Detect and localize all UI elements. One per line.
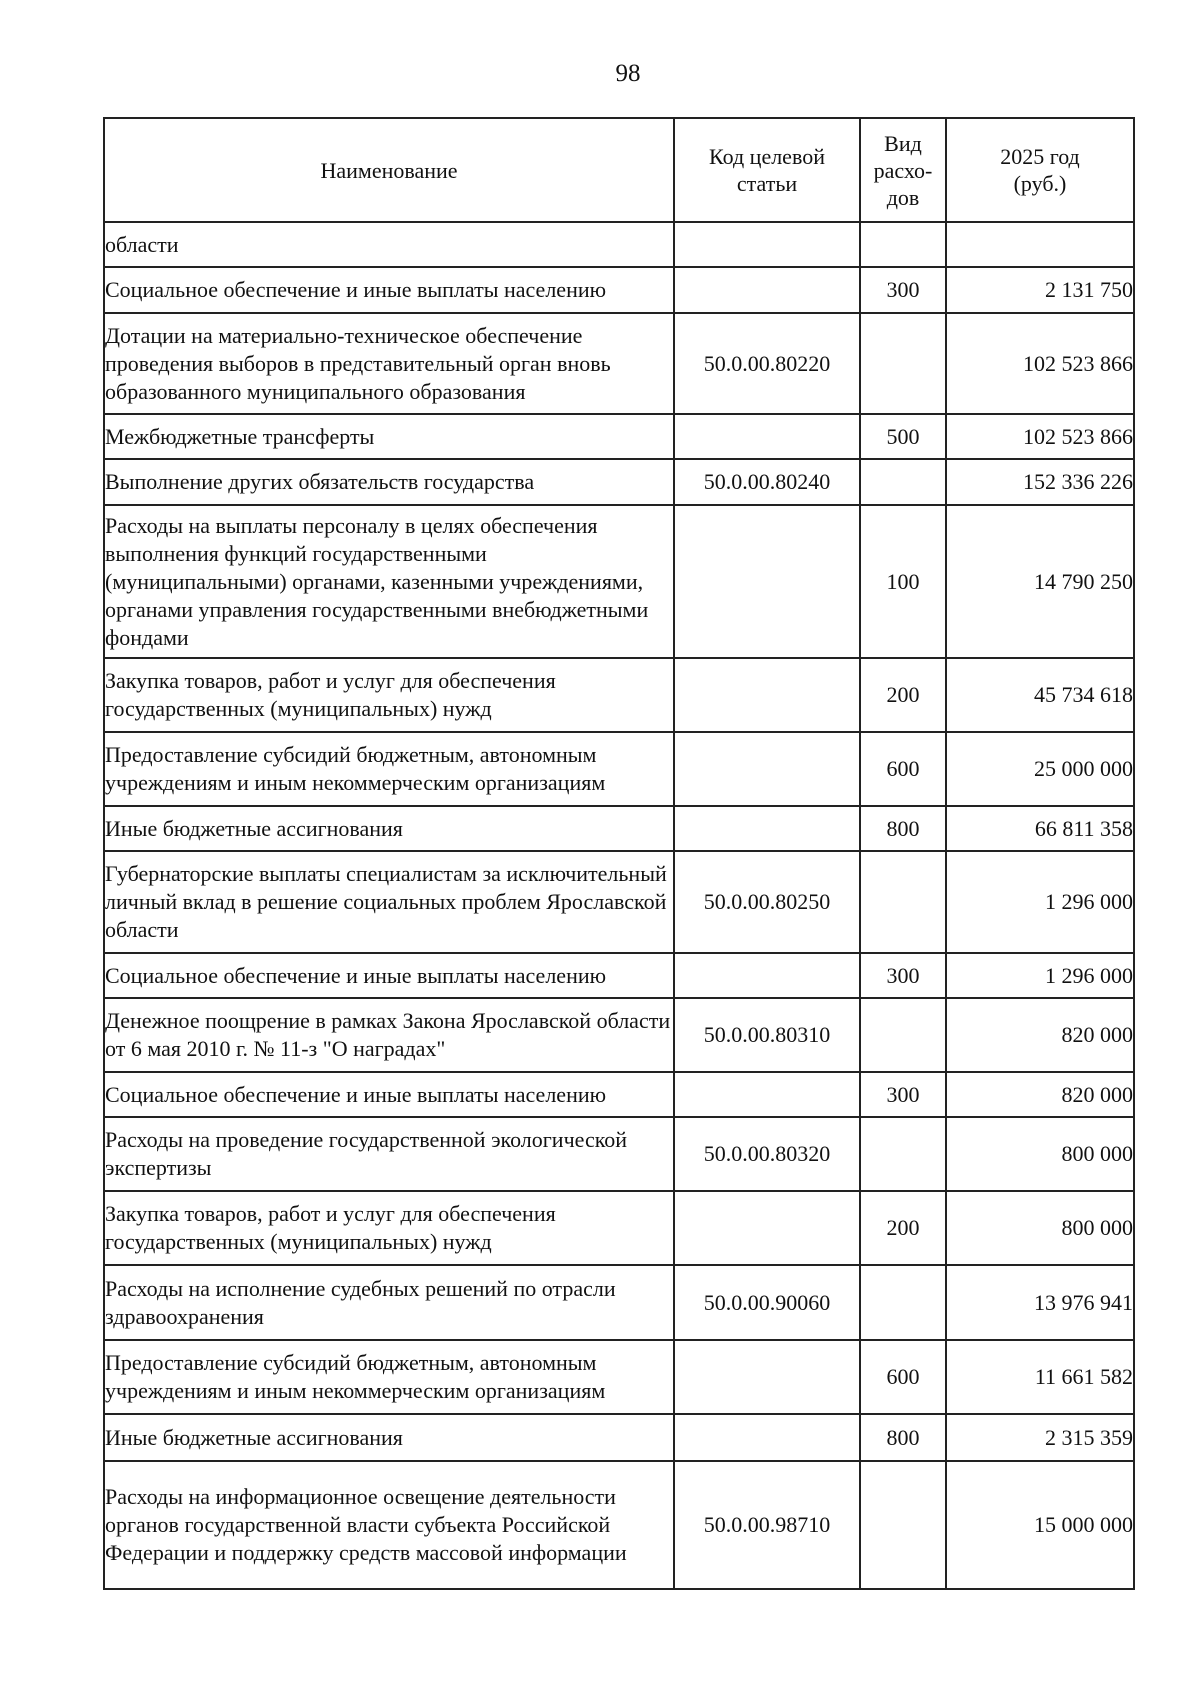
cell-sum: 11 661 582: [946, 1340, 1134, 1414]
cell-type: [860, 459, 946, 505]
cell-type: 500: [860, 414, 946, 459]
cell-code: [674, 732, 860, 806]
cell-name: Социальное обеспечение и иные выплаты населению: [104, 267, 674, 313]
cell-name: Межбюджетные трансферты: [104, 414, 674, 459]
budget-table: [103, 117, 1135, 1590]
table-row: [104, 1191, 1134, 1265]
cell-code: 50.0.00.80220: [674, 313, 860, 414]
cell-type: 600: [860, 732, 946, 806]
cell-type: 300: [860, 267, 946, 313]
cell-type: [860, 222, 946, 267]
cell-name: Социальное обеспечение и иные выплаты населению: [104, 1072, 674, 1117]
table-row: [104, 1461, 1134, 1589]
header-code: Код целевой статьи: [674, 118, 860, 222]
cell-sum: 2 315 359: [946, 1414, 1134, 1461]
table-row: [104, 222, 1134, 267]
table-row: [104, 505, 1134, 658]
table-row: [104, 806, 1134, 851]
cell-sum: [946, 222, 1134, 267]
cell-name: Дотации на материально-техническое обеспечение проведения выборов в представительный орган вновь образованного муниципального образования: [104, 313, 674, 414]
cell-type: 800: [860, 806, 946, 851]
table-row: [104, 1414, 1134, 1461]
cell-name: Социальное обеспечение и иные выплаты населению: [104, 953, 674, 998]
cell-sum: 13 976 941: [946, 1265, 1134, 1340]
cell-sum: 66 811 358: [946, 806, 1134, 851]
cell-name: Иные бюджетные ассигнования: [104, 806, 674, 851]
cell-code: [674, 953, 860, 998]
cell-name: Губернаторские выплаты специалистам за исключительный личный вклад в решение социальных проблем Ярославской области: [104, 851, 674, 953]
cell-name: Иные бюджетные ассигнования: [104, 1414, 674, 1461]
cell-code: 50.0.00.80250: [674, 851, 860, 953]
cell-type: 600: [860, 1340, 946, 1414]
cell-sum: 102 523 866: [946, 313, 1134, 414]
table-row: [104, 267, 1134, 313]
cell-code: 50.0.00.90060: [674, 1265, 860, 1340]
cell-name: Расходы на проведение государственной экологической экспертизы: [104, 1117, 674, 1191]
cell-sum: 102 523 866: [946, 414, 1134, 459]
cell-type: 300: [860, 953, 946, 998]
cell-type: [860, 1265, 946, 1340]
cell-code: [674, 806, 860, 851]
cell-name: области: [104, 222, 674, 267]
cell-name: Расходы на информационное освещение деятельности органов государственной власти субъекта Российской Федерации и поддержку средств массовой информации: [104, 1461, 674, 1589]
cell-sum: 800 000: [946, 1191, 1134, 1265]
cell-name: Закупка товаров, работ и услуг для обеспечения государственных (муниципальных) нужд: [104, 658, 674, 732]
cell-name: Выполнение других обязательств государства: [104, 459, 674, 505]
cell-code: [674, 1072, 860, 1117]
cell-code: 50.0.00.80320: [674, 1117, 860, 1191]
cell-code: [674, 222, 860, 267]
table-row: [104, 313, 1134, 414]
cell-type: 100: [860, 505, 946, 658]
cell-name: Расходы на исполнение судебных решений по отрасли здравоохранения: [104, 1265, 674, 1340]
cell-sum: 1 296 000: [946, 851, 1134, 953]
table-row: [104, 1117, 1134, 1191]
cell-name: Предоставление субсидий бюджетным, автономным учреждениям и иным некоммерческим организациям: [104, 732, 674, 806]
cell-type: 300: [860, 1072, 946, 1117]
cell-type: [860, 851, 946, 953]
cell-code: [674, 414, 860, 459]
table-row: [104, 459, 1134, 505]
cell-sum: 152 336 226: [946, 459, 1134, 505]
table-row: [104, 1265, 1134, 1340]
cell-sum: 1 296 000: [946, 953, 1134, 998]
cell-name: Расходы на выплаты персоналу в целях обеспечения выполнения функций государственными (муниципальными) органами, казенными учреждениями, органами управления государственными внебюджетными фондами: [104, 505, 674, 658]
cell-code: [674, 1340, 860, 1414]
cell-code: 50.0.00.98710: [674, 1461, 860, 1589]
cell-sum: 25 000 000: [946, 732, 1134, 806]
table-header-row: [104, 118, 1134, 222]
cell-sum: 800 000: [946, 1117, 1134, 1191]
table-row: [104, 998, 1134, 1072]
cell-type: [860, 313, 946, 414]
cell-type: 200: [860, 658, 946, 732]
table-row: [104, 851, 1134, 953]
table-row: [104, 414, 1134, 459]
cell-code: [674, 505, 860, 658]
header-name: Наименование: [104, 118, 674, 222]
page-number: 98: [615, 60, 641, 87]
cell-type: 800: [860, 1414, 946, 1461]
cell-sum: 45 734 618: [946, 658, 1134, 732]
cell-name: Закупка товаров, работ и услуг для обеспечения государственных (муниципальных) нужд: [104, 1191, 674, 1265]
table-row: [104, 732, 1134, 806]
cell-type: 200: [860, 1191, 946, 1265]
cell-code: 50.0.00.80310: [674, 998, 860, 1072]
cell-name: Предоставление субсидий бюджетным, автономным учреждениям и иным некоммерческим организациям: [104, 1340, 674, 1414]
cell-code: [674, 1414, 860, 1461]
header-type: Вид расхо-дов: [860, 118, 946, 222]
cell-code: 50.0.00.80240: [674, 459, 860, 505]
cell-code: [674, 1191, 860, 1265]
table-row: [104, 953, 1134, 998]
cell-type: [860, 1117, 946, 1191]
table-row: [104, 1072, 1134, 1117]
cell-sum: 820 000: [946, 1072, 1134, 1117]
cell-type: [860, 1461, 946, 1589]
table-row: [104, 1340, 1134, 1414]
cell-sum: 2 131 750: [946, 267, 1134, 313]
header-sum: 2025 год (руб.): [946, 118, 1134, 222]
cell-sum: 14 790 250: [946, 505, 1134, 658]
cell-code: [674, 267, 860, 313]
cell-type: [860, 998, 946, 1072]
cell-sum: 820 000: [946, 998, 1134, 1072]
cell-name: Денежное поощрение в рамках Закона Ярославской области от 6 мая 2010 г. № 11-з "О наградах": [104, 998, 674, 1072]
cell-sum: 15 000 000: [946, 1461, 1134, 1589]
table-row: [104, 658, 1134, 732]
cell-code: [674, 658, 860, 732]
